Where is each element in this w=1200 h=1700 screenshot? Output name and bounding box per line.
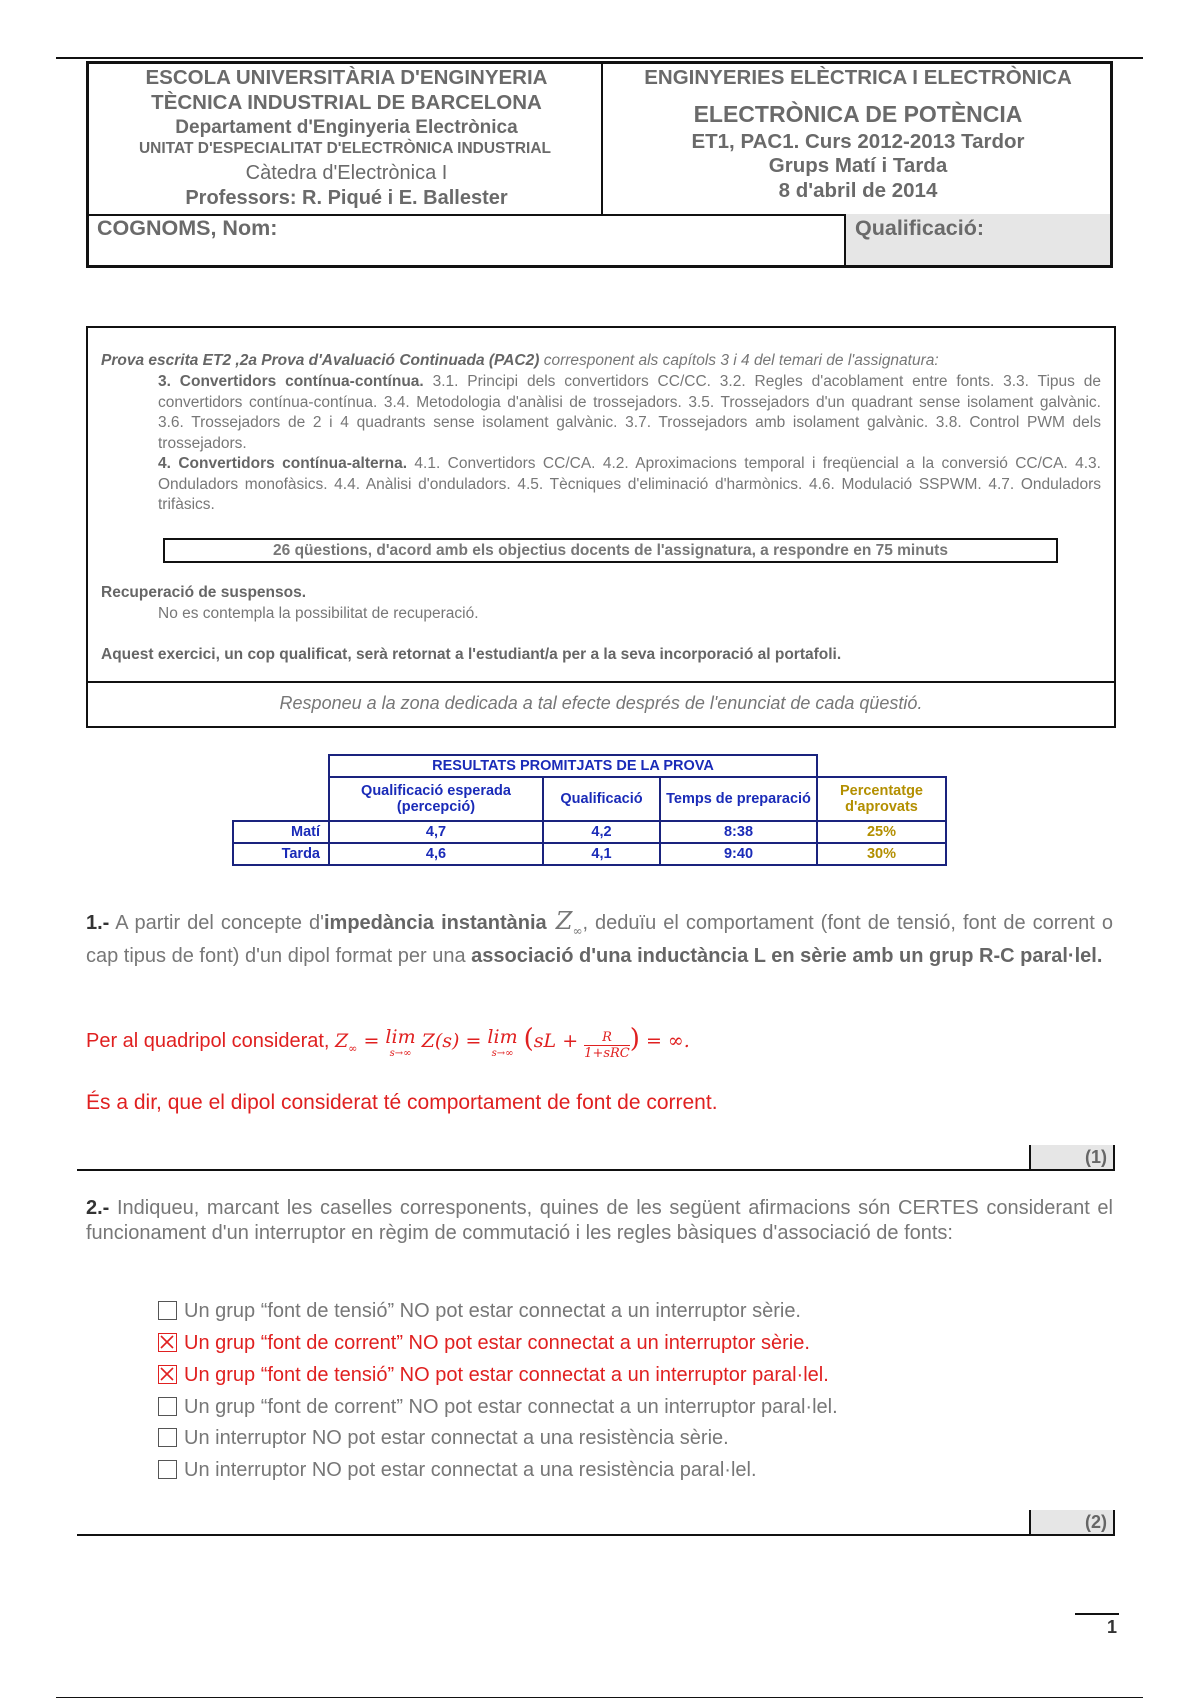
q1-answer: Per al quadripol considerat, $Z_\infty = \lim$ s→∞ Z(s) = lim s→∞ (sL + R 1+sRC) = ∞. [86, 1024, 690, 1061]
name-field-label: COGNOMS, Nom: [97, 216, 278, 240]
chapter-3-contents: 3. Convertidors contínua-contínua. 3.1. Principi dels convertidors CC/CC. 3.2. Regles d'acoblament entre fonts. 3.3. Tipus de convertidors contínua-contínua. 3.4. Metodologia d'anàlisi de trossejadors. 3.5. Trossejadors d'un quadrant sense isolament galvànic. 3.6. Trossejadors de 2 i 4 quadrants sense isolament galvànic. 3.7. Trossejadors amb isolament galvànic. 3.8. Control PWM dels trossejadors. [158, 373, 1101, 452]
q2-option-4[interactable]: Un grup “font de corrent” NO pot estar connectat a un interruptor paral·lel. [158, 1395, 838, 1419]
answer-instructions: Responeu a la zona dedicada a tal efecte després de l'enunciat de cada qüestió. [279, 693, 923, 713]
exam-intro: Prova escrita ET2 ,2a Prova d'Avaluació Continuada (PAC2) corresponent als capítols 3 i 4 del temari de l'assignatura: [101, 352, 939, 369]
q2-bottom-rule [77, 1534, 1115, 1536]
exam-info-box [86, 326, 1116, 728]
q1-score-box: (1) [1029, 1145, 1115, 1169]
top-rule [56, 57, 1143, 59]
header-divider [601, 64, 603, 214]
info-divider [88, 681, 1114, 683]
checkbox[interactable] [158, 1301, 177, 1320]
q1-formula: $Z_\infty = \lim$ s→∞ Z(s) = lim s→∞ (sL + R 1+sRC) = ∞. [335, 1024, 690, 1061]
groups-info: Grups Matí i Tarda [768, 154, 948, 177]
chair-name: Càtedra d'Electrònica I [245, 162, 448, 184]
recovery-text: No es contempla la possibilitat de recuperació. [158, 605, 479, 622]
results-table [232, 754, 947, 866]
portfolio-note: Aquest exercici, un cop qualificat, serà retornat a l'estudiant/a per a la seva incorporació al portafoli. [101, 646, 842, 663]
exam-date: 8 d'abril de 2014 [778, 179, 938, 202]
col-grade: Qualificació [543, 777, 660, 821]
checkbox-checked[interactable] [158, 1333, 177, 1352]
results-title: RESULTATS PROMITJATS DE LA PROVA [329, 755, 817, 777]
recovery-title: Recuperació de suspensos. [101, 584, 307, 601]
unit-name: UNITAT D'ESPECIALITAT D'ELECTRÒNICA INDUSTRIAL [138, 140, 552, 157]
col-expected: Qualificació esperada (percepció) [329, 777, 543, 821]
professors: Professors: R. Piqué i E. Ballester [185, 187, 508, 209]
q1-bottom-rule [77, 1169, 1115, 1171]
table-row: Tarda 4,6 4,1 9:40 30% [233, 843, 946, 865]
table-row: Matí 4,7 4,2 8:38 25% [233, 821, 946, 843]
question-2: 2.- Indiqueu, marcant les caselles corresponents, quines de les següent afirmacions són CERTES considerant el funcionament d'un interruptor en règim de commutació i les regles bàsiques d'associació de fonts: [86, 1197, 1113, 1244]
q2-score-box: (2) [1029, 1510, 1115, 1534]
checkbox-checked[interactable] [158, 1365, 177, 1384]
col-prep: Temps de preparació [660, 777, 817, 821]
subject-name: ELECTRÒNICA DE POTÈNCIA [693, 101, 1023, 127]
school-name: TÈCNICA INDUSTRIAL DE BARCELONA [151, 91, 542, 114]
chapter-4-contents: 4. Convertidors contínua-alterna. 4.1. Convertidors CC/CA. 4.2. Aproximacions temporal i freqüencial a la conversió CC/CA. 4.3. Onduladors monofàsics. 4.4. Anàlisi d'onduladors. 4.5. Tècniques d'eliminació d'harmònics. 4.6. Modulació SSPWM. 4.7. Onduladors trifàsics. [158, 455, 1101, 513]
q2-option-6[interactable]: Un interruptor NO pot estar connectat a una resistència paral·lel. [158, 1458, 757, 1482]
q2-option-2[interactable]: Un grup “font de corrent” NO pot estar connectat a un interruptor sèrie. [158, 1331, 810, 1355]
q2-option-1[interactable]: Un grup “font de tensió” NO pot estar connectat a un interruptor sèrie. [158, 1299, 801, 1323]
z-infinity-symbol: $Z_\infty$ [546, 907, 583, 938]
grade-label: Qualificació: [855, 216, 985, 240]
col-pass: Percentatge d'aprovats [817, 777, 946, 821]
checkbox[interactable] [158, 1428, 177, 1447]
q1-conclusion: És a dir, que el dipol considerat té comportament de font de corrent. [86, 1091, 718, 1114]
page-number: 1 [1106, 1617, 1117, 1637]
degree-name: ENGINYERIES ELÈCTRICA I ELECTRÒNICA [644, 66, 1072, 89]
q2-option-5[interactable]: Un interruptor NO pot estar connectat a una resistència sèrie. [158, 1426, 729, 1450]
question-1: 1.- A partir del concepte d'impedància instantània $Z_\infty$, deduïu el comportament (font de tensió, font de corrent o cap tipus de font) d'un dipol format per una associació d'una inductància L en sèrie amb un grup R-C paral·lel. [86, 907, 1114, 967]
checkbox[interactable] [158, 1397, 177, 1416]
course-info: ET1, PAC1. Curs 2012-2013 Tardor [691, 130, 1025, 153]
exam-header [86, 61, 1113, 268]
bottom-rule [56, 1697, 1143, 1698]
department-name: Departament d'Enginyeria Electrònica [175, 117, 518, 138]
q2-option-3[interactable]: Un grup “font de tensió” NO pot estar connectat a un interruptor paral·lel. [158, 1363, 829, 1387]
questions-summary: 26 qüestions, d'acord amb els objectius docents de l'assignatura, a respondre en 75 minuts [163, 538, 1058, 563]
page-number-rule [1075, 1613, 1119, 1615]
school-name: ESCOLA UNIVERSITÀRIA D'ENGINYERIA [145, 66, 548, 89]
checkbox[interactable] [158, 1460, 177, 1479]
